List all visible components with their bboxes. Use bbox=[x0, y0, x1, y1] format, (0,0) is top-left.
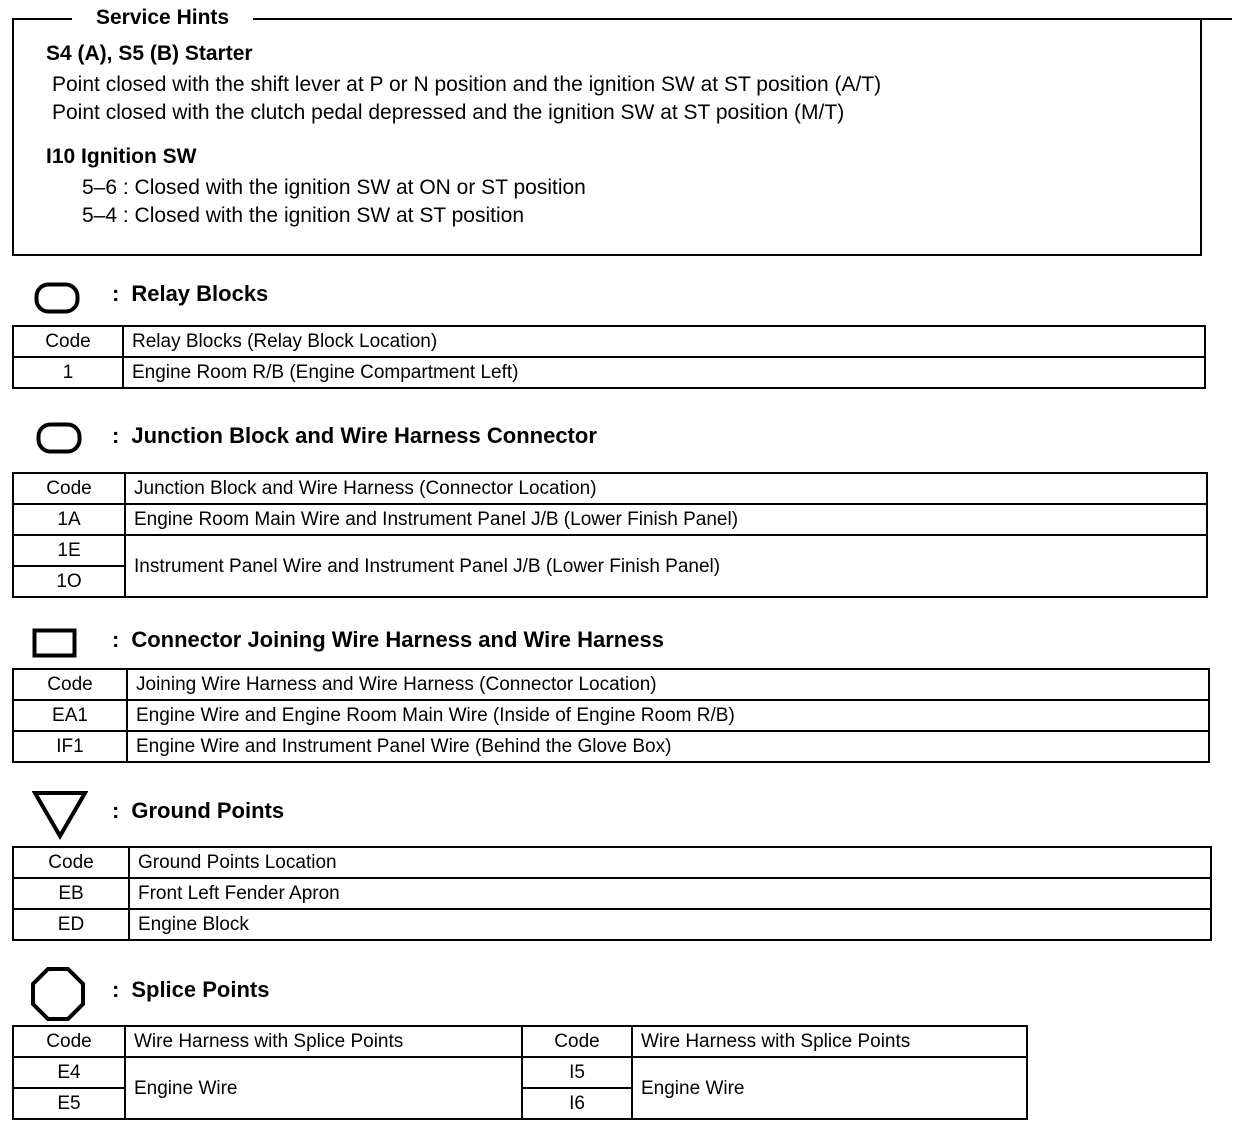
table-code-cell: 1O bbox=[13, 566, 125, 597]
table-desc-cell: Instrument Panel Wire and Instrument Panel J/B (Lower Finish Panel) bbox=[125, 535, 1207, 597]
junction-block-table bbox=[12, 472, 1208, 598]
divider-line bbox=[1202, 18, 1232, 20]
hint-line: Point closed with the clutch pedal depressed and the ignition SW at ST position (M/T) bbox=[52, 101, 845, 124]
table-row bbox=[13, 731, 1209, 762]
rectangle-icon bbox=[32, 628, 78, 658]
table-row bbox=[13, 878, 1211, 909]
connector-heading: : Connector Joining Wire Harness and Wire Harness bbox=[112, 627, 664, 652]
service-hints-title: Service Hints bbox=[72, 4, 253, 32]
rounded-rectangle-icon bbox=[36, 422, 82, 454]
ground-points-table bbox=[12, 846, 1212, 941]
table-header-cell: Code bbox=[13, 326, 123, 357]
table-row bbox=[13, 909, 1211, 940]
table-header-cell: Code bbox=[13, 1026, 125, 1057]
table-code-cell: EA1 bbox=[13, 700, 127, 731]
table-code-cell: I6 bbox=[522, 1088, 632, 1119]
table-row bbox=[13, 700, 1209, 731]
table-header-cell: Junction Block and Wire Harness (Connector Location) bbox=[125, 473, 1207, 504]
junction-block-heading: : Junction Block and Wire Harness Connector bbox=[112, 423, 597, 448]
table-header-row bbox=[13, 669, 1209, 700]
octagon-icon bbox=[30, 966, 86, 1022]
table-row bbox=[13, 535, 1207, 566]
splice-points-heading: : Splice Points bbox=[112, 977, 270, 1002]
table-code-cell: 1 bbox=[13, 357, 123, 388]
connector-table bbox=[12, 668, 1210, 763]
table-code-cell: E4 bbox=[13, 1057, 125, 1088]
table-header-cell: Wire Harness with Splice Points bbox=[632, 1026, 1027, 1057]
table-row bbox=[13, 357, 1205, 388]
splice-points-table bbox=[12, 1025, 1028, 1120]
table-row bbox=[13, 1057, 1027, 1088]
table-code-cell: EB bbox=[13, 878, 129, 909]
relay-blocks-heading: : Relay Blocks bbox=[112, 281, 269, 306]
ground-points-heading: : Ground Points bbox=[112, 798, 285, 823]
table-code-cell: ED bbox=[13, 909, 129, 940]
table-row bbox=[13, 504, 1207, 535]
table-header-cell: Code bbox=[13, 473, 125, 504]
table-desc-cell: Engine Block bbox=[129, 909, 1211, 940]
table-desc-cell: Engine Wire and Engine Room Main Wire (Inside of Engine Room R/B) bbox=[127, 700, 1209, 731]
table-header-cell: Relay Blocks (Relay Block Location) bbox=[123, 326, 1205, 357]
table-code-cell: I5 bbox=[522, 1057, 632, 1088]
hint-heading-ignition: I10 Ignition SW bbox=[46, 145, 197, 168]
table-code-cell: IF1 bbox=[13, 731, 127, 762]
table-code-cell: E5 bbox=[13, 1088, 125, 1119]
table-header-cell: Code bbox=[13, 669, 127, 700]
table-header-cell: Joining Wire Harness and Wire Harness (Connector Location) bbox=[127, 669, 1209, 700]
hint-line: Point closed with the shift lever at P or N position and the ignition SW at ST position (A/T) bbox=[52, 73, 882, 96]
table-header-cell: Code bbox=[13, 847, 129, 878]
table-desc-cell: Engine Wire and Instrument Panel Wire (Behind the Glove Box) bbox=[127, 731, 1209, 762]
triangle-icon bbox=[32, 790, 88, 840]
rounded-rectangle-icon bbox=[34, 282, 80, 314]
table-header-row bbox=[13, 1026, 1027, 1057]
hint-line: 5–6 : Closed with the ignition SW at ON or ST position bbox=[82, 176, 586, 199]
table-desc-cell: Engine Room Main Wire and Instrument Panel J/B (Lower Finish Panel) bbox=[125, 504, 1207, 535]
table-header-row bbox=[13, 326, 1205, 357]
table-code-cell: 1A bbox=[13, 504, 125, 535]
table-header-cell: Wire Harness with Splice Points bbox=[125, 1026, 522, 1057]
table-header-cell: Code bbox=[522, 1026, 632, 1057]
table-desc-cell: Front Left Fender Apron bbox=[129, 878, 1211, 909]
table-header-row bbox=[13, 473, 1207, 504]
table-desc-cell: Engine Room R/B (Engine Compartment Left) bbox=[123, 357, 1205, 388]
table-desc-cell: Engine Wire bbox=[125, 1057, 522, 1119]
hint-heading-starter: S4 (A), S5 (B) Starter bbox=[46, 42, 253, 65]
table-header-cell: Ground Points Location bbox=[129, 847, 1211, 878]
hint-line: 5–4 : Closed with the ignition SW at ST position bbox=[82, 204, 525, 227]
table-code-cell: 1E bbox=[13, 535, 125, 566]
table-desc-cell: Engine Wire bbox=[632, 1057, 1027, 1119]
table-header-row bbox=[13, 847, 1211, 878]
relay-blocks-table bbox=[12, 325, 1206, 389]
